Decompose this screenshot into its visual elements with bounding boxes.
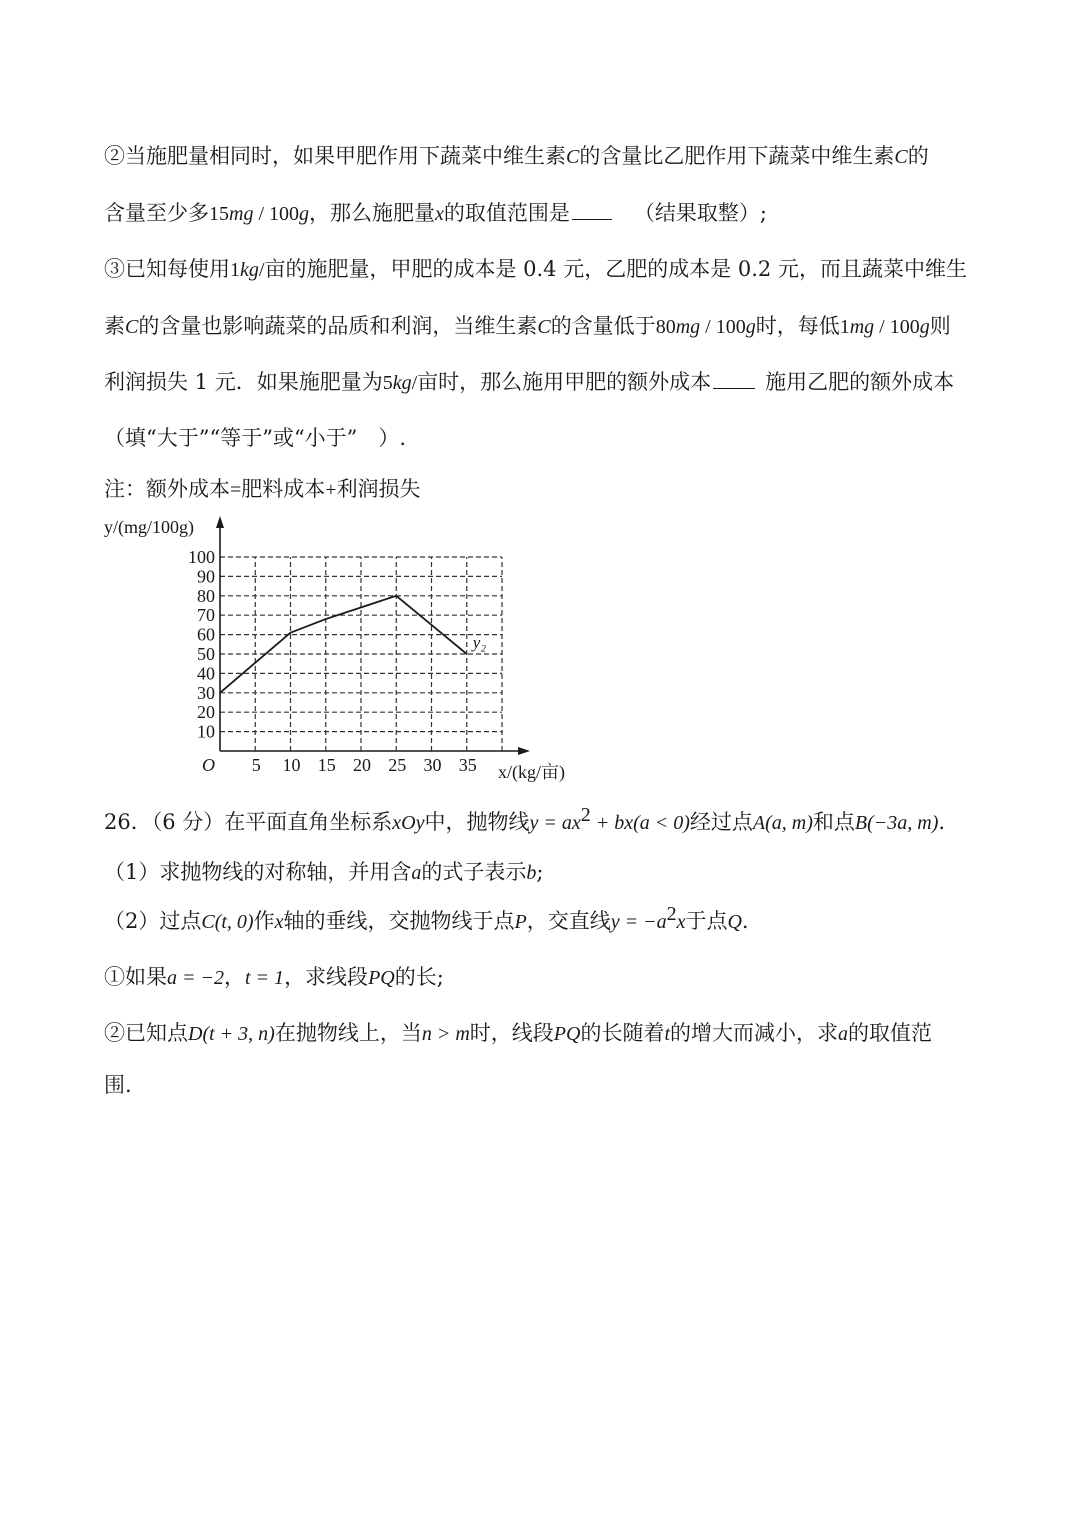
math: kg bbox=[240, 259, 259, 281]
text-line-1 bbox=[104, 141, 929, 172]
text: 的长; bbox=[394, 965, 444, 989]
text: 于点 bbox=[685, 909, 728, 933]
math: a = −2 bbox=[167, 967, 224, 989]
text: 轴的垂线，交抛物线于点 bbox=[283, 909, 515, 933]
math: / 100 bbox=[874, 316, 920, 338]
text: 的取值范 bbox=[848, 1021, 933, 1045]
math: PQ bbox=[553, 1023, 581, 1045]
x-axis-label: x/(kg/亩) bbox=[498, 762, 565, 782]
text: ③已知每使用 bbox=[104, 257, 230, 281]
x-tick-label: 10 bbox=[282, 755, 301, 775]
text: （1）求抛物线的对称轴，并用含 bbox=[104, 860, 412, 884]
text: 素 bbox=[104, 314, 125, 338]
math: 2 bbox=[666, 903, 677, 925]
question-26-part-2-2 bbox=[104, 1018, 932, 1049]
math: x bbox=[676, 911, 686, 933]
math: C(t, 0) bbox=[201, 911, 254, 933]
text: 的增大而减小，求 bbox=[670, 1021, 839, 1045]
text: 的取值范围是 bbox=[443, 201, 570, 225]
math: y = ax bbox=[529, 812, 581, 834]
x-tick-label: 25 bbox=[388, 755, 407, 775]
math: / 100 bbox=[700, 316, 746, 338]
math: a bbox=[838, 1023, 849, 1045]
text: 的含量也影响蔬菜的品质和利润，当维生素 bbox=[138, 314, 538, 338]
y-tick-label: 10 bbox=[197, 721, 215, 742]
text: 的含量低于 bbox=[550, 314, 656, 338]
y-axis-arrow bbox=[216, 516, 224, 528]
math: t = 1 bbox=[245, 967, 285, 989]
answer-blank[interactable] bbox=[713, 370, 755, 389]
text: 作 bbox=[253, 909, 275, 933]
text: 时，每低 bbox=[755, 314, 840, 338]
text: （填“大于”“等于”或“小于” ）. bbox=[104, 426, 407, 450]
y-tick-label: 20 bbox=[197, 702, 215, 723]
math: / bbox=[411, 372, 418, 394]
x-axis-arrow bbox=[518, 747, 530, 755]
text: 的式子表示 bbox=[421, 860, 527, 884]
x-tick-label: 5 bbox=[251, 755, 261, 775]
x-tick-label: 15 bbox=[317, 755, 336, 775]
text: ②已知点 bbox=[104, 1021, 188, 1045]
text: 时，线段 bbox=[469, 1021, 554, 1045]
math: 1 bbox=[230, 259, 240, 281]
math: a bbox=[411, 862, 422, 884]
text: 的长随着 bbox=[580, 1021, 665, 1045]
text: 利润损失 bbox=[336, 477, 421, 501]
note-line bbox=[104, 474, 421, 505]
series-label-y2: y₂ bbox=[472, 633, 487, 653]
text: 26．（6 分）在平面直角坐标系 bbox=[104, 810, 393, 834]
text-line-3 bbox=[104, 254, 967, 285]
text: 注：额外成本 bbox=[104, 477, 230, 501]
text: 的 bbox=[907, 144, 929, 168]
text: 和点 bbox=[812, 810, 855, 834]
math: xOy bbox=[392, 812, 425, 834]
math: D(t + 3, n) bbox=[188, 1023, 275, 1045]
math: kg bbox=[392, 372, 412, 394]
math: C bbox=[537, 316, 551, 338]
math: A(a, m) bbox=[752, 812, 813, 834]
math: mg bbox=[675, 316, 701, 338]
text: 则 bbox=[929, 314, 951, 338]
text: . bbox=[938, 810, 946, 834]
math: n > m bbox=[421, 1023, 470, 1045]
y-tick-label: 70 bbox=[197, 605, 215, 626]
text: 亩时，那么施用甲肥的额外成本 bbox=[417, 370, 712, 394]
text: 的含量比乙肥作用下蔬菜中维生素 bbox=[579, 144, 895, 168]
answer-blank[interactable] bbox=[572, 201, 612, 220]
text: ②当施肥量相同时，如果甲肥作用下蔬菜中维生素 bbox=[104, 144, 566, 168]
text: 在抛物线上，当 bbox=[274, 1021, 422, 1045]
math: + bbox=[325, 479, 337, 501]
text: . bbox=[741, 909, 749, 933]
math: 2 bbox=[580, 804, 591, 826]
question-26-part-2-1 bbox=[104, 962, 444, 993]
math: = bbox=[230, 479, 242, 501]
x-tick-label: 20 bbox=[353, 755, 371, 775]
origin-label: O bbox=[202, 755, 215, 775]
math: PQ bbox=[368, 967, 395, 989]
text-line-5 bbox=[104, 367, 954, 398]
text: 利润损失 1 元．如果施肥量为 bbox=[104, 370, 383, 394]
math: t bbox=[664, 1023, 671, 1045]
text-line-2 bbox=[104, 198, 767, 229]
math: B(−3a, m) bbox=[854, 812, 939, 834]
text: ，那么施肥量 bbox=[309, 201, 436, 225]
text-line-6 bbox=[104, 423, 406, 453]
y-tick-label: 30 bbox=[197, 682, 215, 703]
vitamin-c-chart bbox=[100, 512, 600, 787]
math: x bbox=[435, 203, 444, 225]
text: 含量至少多 bbox=[104, 201, 209, 225]
text: 围. bbox=[104, 1073, 132, 1097]
math: x bbox=[274, 911, 284, 933]
y-axis-label: y/(mg/100g) bbox=[104, 517, 194, 537]
text: （结果取整）; bbox=[633, 201, 767, 225]
y-tick-label: 80 bbox=[197, 585, 215, 606]
math: C bbox=[125, 316, 139, 338]
math: g bbox=[299, 203, 310, 225]
y-tick-label: 40 bbox=[197, 663, 215, 684]
question-26-end-line bbox=[104, 1070, 132, 1100]
text: 经过点 bbox=[689, 810, 753, 834]
text-line-4 bbox=[104, 311, 951, 342]
y-tick-label: 60 bbox=[197, 624, 215, 645]
math: C bbox=[566, 146, 580, 168]
text: 肥料成本 bbox=[241, 477, 326, 501]
x-tick-label: 30 bbox=[423, 755, 442, 775]
math: b bbox=[526, 862, 537, 884]
x-tick-label: 35 bbox=[458, 755, 477, 775]
math: C bbox=[894, 146, 908, 168]
text: 亩的施肥量，甲肥的成本是 0.4 元，乙肥的成本是 0.2 元，而且蔬菜中维生 bbox=[264, 257, 967, 281]
text: 施用乙肥的额外成本 bbox=[765, 370, 955, 394]
math: g bbox=[919, 316, 930, 338]
y-tick-label: 50 bbox=[197, 644, 215, 664]
math: 15 bbox=[209, 203, 229, 225]
series-line-y2 bbox=[220, 596, 467, 693]
text: （2）过点 bbox=[104, 909, 202, 933]
question-26-part-2 bbox=[104, 903, 749, 937]
math: mg bbox=[229, 203, 254, 225]
text: ①如果 bbox=[104, 965, 167, 989]
question-26-part-1 bbox=[104, 857, 543, 888]
math: Q bbox=[727, 911, 742, 933]
math: 80 bbox=[655, 316, 676, 338]
math: / 100 bbox=[253, 203, 300, 225]
math: / bbox=[258, 259, 265, 281]
y-tick-label: 90 bbox=[197, 566, 215, 587]
math: 5 bbox=[382, 372, 393, 394]
math: y = −a bbox=[610, 911, 667, 933]
math: mg bbox=[849, 316, 875, 338]
text: ; bbox=[536, 860, 544, 884]
text: ，求线段 bbox=[284, 965, 369, 989]
math: g bbox=[745, 316, 756, 338]
math: 1 bbox=[839, 316, 850, 338]
math: P bbox=[514, 911, 527, 933]
text: 中，抛物线 bbox=[424, 810, 530, 834]
text: ， bbox=[224, 965, 245, 989]
y-tick-label: 100 bbox=[188, 547, 215, 567]
question-26 bbox=[104, 804, 946, 838]
text: ，交直线 bbox=[526, 909, 611, 933]
math: + bx(a < 0) bbox=[590, 812, 690, 834]
